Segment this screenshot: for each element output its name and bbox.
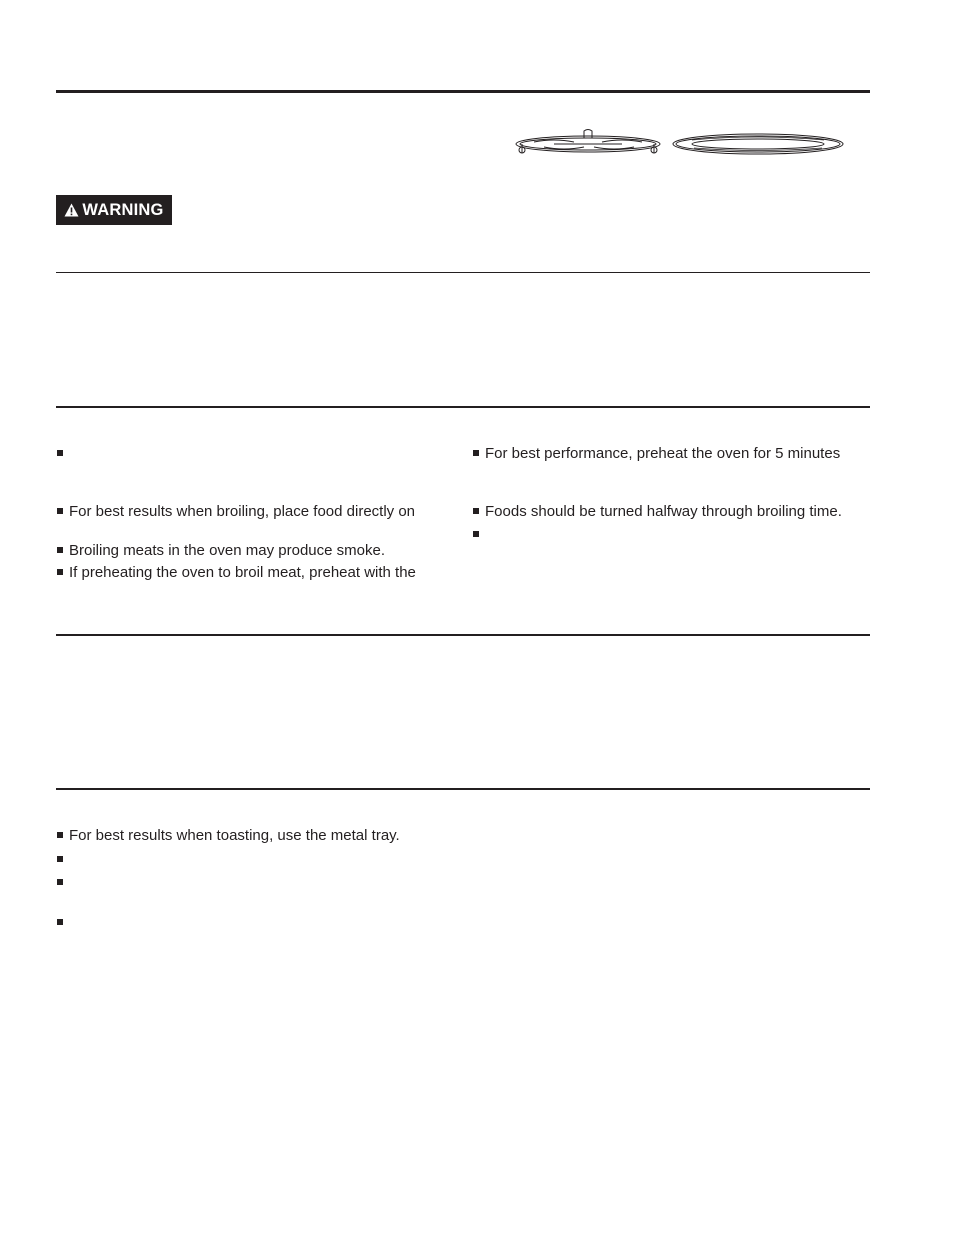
top-rule	[56, 90, 870, 93]
bullet-square-icon	[57, 450, 63, 456]
broil-rack-icon	[516, 130, 660, 154]
bullet-square-icon	[57, 569, 63, 575]
bullet-square-icon	[57, 832, 63, 838]
toast-tip-4	[57, 914, 69, 932]
accessories-illustration	[514, 126, 846, 158]
bullet-square-icon	[473, 531, 479, 537]
toast-tip-1: For best results when toasting, use the metal tray.	[57, 827, 400, 845]
bullet-square-icon	[473, 450, 479, 456]
section-divider-3	[56, 634, 870, 636]
bullet-square-icon	[57, 919, 63, 925]
broil-tip-right-2: Foods should be turned halfway through broiling time.	[473, 503, 842, 521]
section-divider-4	[56, 788, 870, 790]
broil-tip-left-1	[57, 445, 69, 463]
toast-tip-2	[57, 851, 69, 869]
broil-tip-right-3	[473, 526, 485, 544]
warning-badge	[56, 195, 172, 225]
metal-tray-icon	[673, 134, 843, 154]
broil-tip-left-4: If preheating the oven to broil meat, preheat with the	[57, 564, 416, 582]
section-divider-1	[56, 272, 870, 273]
toast-tip-3	[57, 874, 69, 892]
warning-label: WARNING	[82, 200, 164, 219]
bullet-square-icon	[57, 508, 63, 514]
broil-tip-left-3: Broiling meats in the oven may produce smoke.	[57, 542, 385, 560]
broil-tip-left-2: For best results when broiling, place food directly on	[57, 503, 415, 521]
bullet-square-icon	[57, 879, 63, 885]
broil-tip-right-1: For best performance, preheat the oven for 5 minutes	[473, 445, 840, 463]
bullet-square-icon	[473, 508, 479, 514]
section-divider-2	[56, 406, 870, 408]
bullet-square-icon	[57, 856, 63, 862]
warning-triangle-icon	[64, 203, 79, 217]
bullet-square-icon	[57, 547, 63, 553]
